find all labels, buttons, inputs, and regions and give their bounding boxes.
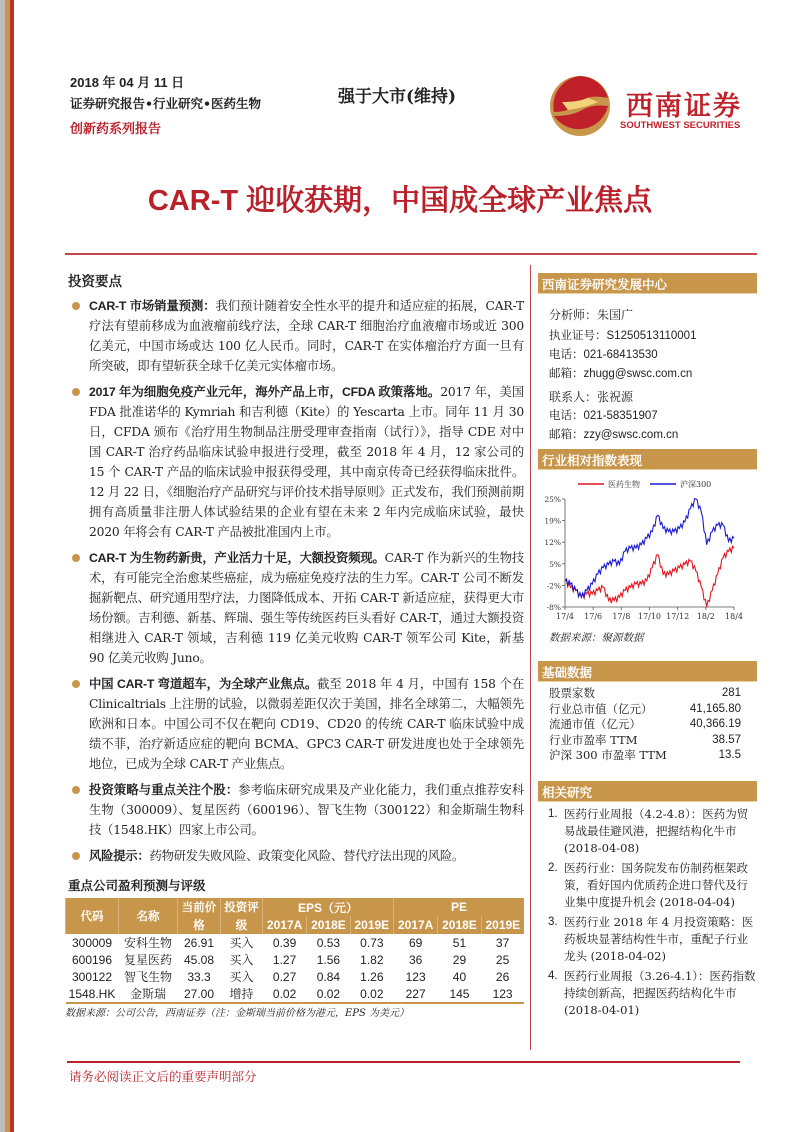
item-number: 2.	[548, 862, 558, 874]
basic-data-list	[549, 686, 741, 764]
table-cell: 227	[394, 985, 438, 1003]
bullet-icon	[72, 302, 80, 310]
report-type: 证券研究报告•行业研究•医药生物	[70, 96, 261, 111]
col-pe: PE	[394, 898, 524, 916]
bullet-icon	[72, 388, 80, 396]
analyst-phone: 021-68413530	[583, 349, 658, 361]
footer-divider	[67, 1061, 740, 1063]
analyst-name: 朱国广	[597, 308, 634, 322]
table-cell: 0.73	[360, 935, 384, 950]
table-row	[66, 968, 525, 985]
item-text: 医药行业周报（3.26-4.1）：医药指数持续创新高，把握医药结构化牛市 (2018-04-01)	[564, 969, 756, 1017]
left-column	[65, 296, 524, 1021]
basic-data-row	[549, 733, 741, 749]
table-cell: 37	[495, 935, 510, 950]
table-cell: 0.39	[272, 935, 297, 950]
item-number: 4.	[548, 970, 558, 982]
table-cell: 买入	[229, 953, 254, 967]
point-item	[70, 382, 524, 542]
table-cell: 300009	[71, 935, 113, 950]
label: 执业证号：	[549, 328, 607, 342]
bullet-icon	[72, 852, 80, 860]
logo-en: SOUTHWEST SECURITIES	[620, 120, 741, 131]
x-tick-label: 17/10	[637, 612, 662, 621]
basic-value: 41,165.80	[689, 702, 741, 715]
table-cell: 智飞生物	[123, 970, 172, 984]
related-report-item[interactable]	[548, 860, 756, 911]
table-cell: 145	[438, 985, 481, 1003]
table-cell: 1.56	[316, 952, 341, 967]
bullet-icon	[72, 680, 80, 688]
basic-data-row	[549, 702, 741, 718]
point-item	[70, 296, 524, 376]
basic-label: 沪深 300 市盈率 TTM	[549, 748, 667, 762]
report-series: 创新药系列报告	[70, 122, 162, 137]
point-text: 我们预计随着安全性水平的提升和适应症的拓展，CAR-T 疗法有望前移成为血液瘤前线疗法，全球 CAR-T 细胞治疗血液瘤市场或近 300 亿美元，中国市场或达 100 亿人民币。同时，CAR-T 在实体瘤治疗方面一旦有所突破，即有望斩获全球千亿美元实体瘤市场。	[89, 299, 524, 373]
table-cell: 0.02	[263, 985, 307, 1003]
table-cell: 1.82	[360, 952, 384, 967]
point-lead: 2017 年为细胞免疫产业元年，海外产品上市，CFDA 政策落地。	[89, 385, 441, 399]
point-lead: 投资策略与重点关注个股：	[89, 783, 239, 797]
table-cell: 买入	[229, 970, 254, 984]
table-cell: 25	[495, 952, 510, 967]
company-logo	[548, 72, 748, 142]
table-cell: 27.00	[178, 985, 221, 1003]
basic-label: 行业总市值（亿元）	[549, 701, 653, 716]
point-item	[70, 780, 524, 840]
table-cell: 40	[452, 969, 467, 984]
header-divider	[65, 253, 757, 255]
index-performance-header: 行业相对指数表现	[538, 449, 757, 470]
table-cell: 安科生物	[123, 936, 172, 950]
x-tick-label: 17/8	[612, 612, 631, 621]
col-rating: 投资评级	[221, 898, 263, 934]
basic-value: 13.5	[718, 749, 741, 761]
point-text: 2017 年，美国 FDA 批准诺华的 Kymriah 和吉利德（Kite）的 Yescarta 上市。同年 11 月 30 日，CFDA 颁布《治疗用生物制品注册受理审查指南（试行）》，指导 CDE 对中国 CAR-T 治疗药品临床试验申报进行受理，截至 2018 年 4 月，12 家公司的 15 个 CAR-T 产品的临床试验申报获得受理，其中南京传奇已经获得临床批件。12 月 22 日，《细胞治疗产品研究与评价技术指导原则》正式发布，我们预测前期拥有高质量非注册人体试验结果的企业有望在未来 2 年内完成临床试验，最快 2020 年将会有 CAR-T 产品被批准国内上市。	[89, 385, 524, 539]
chart-source: 数据来源：聚源数据	[549, 632, 644, 644]
column-divider	[530, 265, 531, 1050]
point-lead: 中国 CAR-T 弯道超车，为全球产业焦点。	[89, 677, 318, 691]
x-tick-label: 18/2	[696, 612, 715, 621]
earnings-table	[65, 898, 524, 1004]
bullet-icon	[72, 554, 80, 562]
series-line-hs300	[565, 499, 734, 597]
table-cell: 0.02	[350, 985, 393, 1003]
series-line-pharma	[565, 546, 734, 607]
col-year: 2018E	[438, 916, 481, 934]
basic-label: 行业市盈率 TTM	[549, 732, 638, 747]
col-eps: EPS（元）	[263, 898, 394, 916]
table-row	[66, 934, 525, 951]
table-cell: 1548.HK	[66, 985, 119, 1003]
label: 邮箱：	[549, 366, 584, 380]
table-cell: 600196	[71, 952, 113, 967]
table-cell: 1.26	[360, 969, 384, 984]
label: 电话：	[549, 408, 584, 422]
table-cell: 0.84	[316, 969, 341, 984]
point-text: 参考临床研究成果及产业化能力，我们重点推荐安科生物（300009）、复星医药（600196）、智飞生物（300122）和金斯瑞生物科技（1548.HK）四家上市公司。	[89, 783, 524, 837]
section-title: 投资要点	[68, 274, 122, 290]
label: 电话：	[549, 347, 584, 361]
item-text: 医药行业周报（4.2-4.8）：医药为贸易战最佳避风港，把握结构化牛市 (2018-04-08)	[564, 807, 749, 855]
table-cell: 26.91	[183, 935, 215, 950]
bullet-icon	[72, 786, 80, 794]
edge-strip-red	[10, 0, 14, 1132]
point-item	[70, 674, 524, 774]
point-lead: CAR-T 市场销量预测：	[89, 299, 216, 313]
table-cell: 1.27	[272, 952, 297, 967]
table-cell: 0.27	[272, 969, 297, 984]
basic-value: 38.57	[712, 733, 741, 746]
table-cell: 金斯瑞	[119, 985, 178, 1003]
relative-index-chart	[538, 472, 757, 627]
table-cell: 买入	[229, 936, 254, 950]
contact-phone: 021-58351907	[583, 410, 658, 422]
rating: 强于大市(维持)	[338, 87, 457, 107]
y-tick-label: 5%	[549, 559, 561, 569]
x-tick-label: 17/12	[666, 612, 690, 621]
point-item	[70, 846, 524, 866]
y-tick-label: 25%	[544, 495, 561, 504]
point-lead: 风险提示：	[89, 849, 150, 863]
item-text: 医药行业：国务院发布仿制药框架政策，看好国内优质药企进口替代及行业集中度提升机会 (2018-04-04)	[564, 861, 748, 909]
point-item	[70, 548, 524, 668]
table-cell: 300122	[71, 969, 113, 984]
basic-value: 281	[721, 687, 741, 699]
legend-label: 沪深300	[680, 480, 712, 489]
y-tick-label: 19%	[544, 516, 561, 526]
col-year: 2017A	[394, 916, 438, 934]
col-code: 代码	[66, 898, 119, 934]
table-cell: 0.02	[307, 985, 350, 1003]
x-tick-label: 18/4	[725, 612, 743, 621]
contact-name: 张祝源	[597, 390, 634, 404]
table-cell: 45.08	[183, 952, 215, 967]
label: 分析师：	[549, 308, 598, 322]
footer-disclaimer: 请务必阅读正文后的重要声明部分	[69, 1069, 257, 1084]
label: 联系人：	[549, 390, 598, 404]
basic-data-row	[549, 748, 741, 764]
item-number: 1.	[548, 808, 558, 820]
related-research-list	[548, 806, 756, 1022]
table-cell: 29	[452, 952, 467, 967]
contact-email[interactable]: zzy@swsc.com.cn	[583, 429, 679, 441]
col-year: 2018E	[307, 916, 350, 934]
basic-data-row	[549, 717, 741, 733]
label: 邮箱：	[549, 427, 584, 441]
analyst-email[interactable]: zhugg@swsc.com.cn	[583, 368, 693, 380]
investment-points	[70, 296, 524, 872]
table-cell: 26	[495, 969, 510, 984]
point-text: 药物研发失败风险、政策变化风险、替代疗法出现的风险。	[149, 849, 465, 863]
related-report-item[interactable]	[548, 806, 756, 857]
col-year: 2019E	[350, 916, 393, 934]
table-row	[66, 951, 525, 968]
related-research-header: 相关研究	[538, 781, 757, 802]
table-cell: 123	[481, 985, 524, 1003]
table-cell: 36	[408, 952, 423, 967]
col-year: 2019E	[481, 916, 524, 934]
table-cell: 复星医药	[123, 953, 172, 967]
related-report-item[interactable]	[548, 914, 756, 965]
basic-value: 40,366.19	[689, 718, 741, 730]
col-price: 当前价格	[178, 898, 221, 934]
table-title: 重点公司盈利预测与评级	[68, 878, 206, 893]
research-center-header: 西南证券研究发展中心	[538, 273, 757, 294]
item-number: 3.	[548, 916, 558, 928]
y-tick-label: -2%	[546, 581, 561, 591]
report-title: CAR-T 迎收获期，中国成全球产业焦点	[147, 185, 653, 217]
y-tick-label: -8%	[546, 603, 561, 612]
license-number: S1250513110001	[606, 330, 697, 342]
table-cell: 0.53	[316, 935, 341, 950]
table-cell: 增持	[221, 985, 263, 1003]
table-cell: 69	[408, 935, 423, 950]
col-name: 名称	[119, 898, 178, 934]
item-text: 医药行业 2018 年 4 月投资策略：医药板块显著结构性牛市，重配子行业龙头 (2018-04-02)	[564, 915, 754, 963]
basic-label: 流通市值（亿元）	[549, 717, 641, 731]
point-text: 截至 2018 年 4 月，中国有 158 个在 Clinicaltrials 上注册的试验，以微弱差距仅次于美国，排名全球第二，大幅领先欧洲和日本。中国公司不仅在靶向 CD19、CD20 的传统 CAR-T 临床试验中成绩不菲，治疗新适应症的靶向 BCMA、GPC3 CAR-T 研发进度也处于全球领先地位，已成为全球 CAR-T 产业焦点。	[89, 677, 524, 771]
basic-data-row	[549, 686, 741, 702]
related-report-item[interactable]	[548, 968, 756, 1019]
point-text: CAR-T 作为新兴的生物技术，有可能完全治愈某些癌症，成为癌症免疫疗法的生力军。CAR-T 公司不断发掘新靶点、研究通用型疗法，力图降低成本、开拓 CAR-T 新适应症，获得更大市场份额。吉利德、新基、辉瑞、强生等传统医药巨头看好 CAR-T，通过大额投资相继进入 CAR-T 领域，吉利德 119 亿美元收购 CAR-T 领军公司 Kite，新基 90 亿美元收购 Juno。	[89, 551, 525, 665]
col-year: 2017A	[263, 916, 307, 934]
table-cell: 51	[452, 935, 467, 950]
table-cell: 33.3	[187, 969, 211, 984]
x-tick-label: 17/6	[584, 612, 603, 621]
basic-data-header: 基础数据	[538, 661, 757, 682]
report-date: 2018 年 04 月 11 日	[70, 75, 185, 90]
table-source: 数据来源：公司公告，西南证券（注：金斯瑞当前价格为港元，EPS 为美元）	[65, 1008, 410, 1019]
table-row	[66, 985, 525, 1003]
basic-label: 股票家数	[549, 686, 595, 700]
analyst-info	[549, 306, 696, 444]
x-tick-label: 17/4	[556, 612, 574, 621]
table-cell: 123	[405, 969, 426, 984]
point-lead: CAR-T 为生物药新贵，产业活力十足，大额投资频现。	[89, 551, 385, 565]
logo-cn: 西南证券	[626, 91, 742, 122]
legend-label: 医药生物	[608, 480, 640, 489]
y-tick-label: 12%	[544, 538, 561, 548]
